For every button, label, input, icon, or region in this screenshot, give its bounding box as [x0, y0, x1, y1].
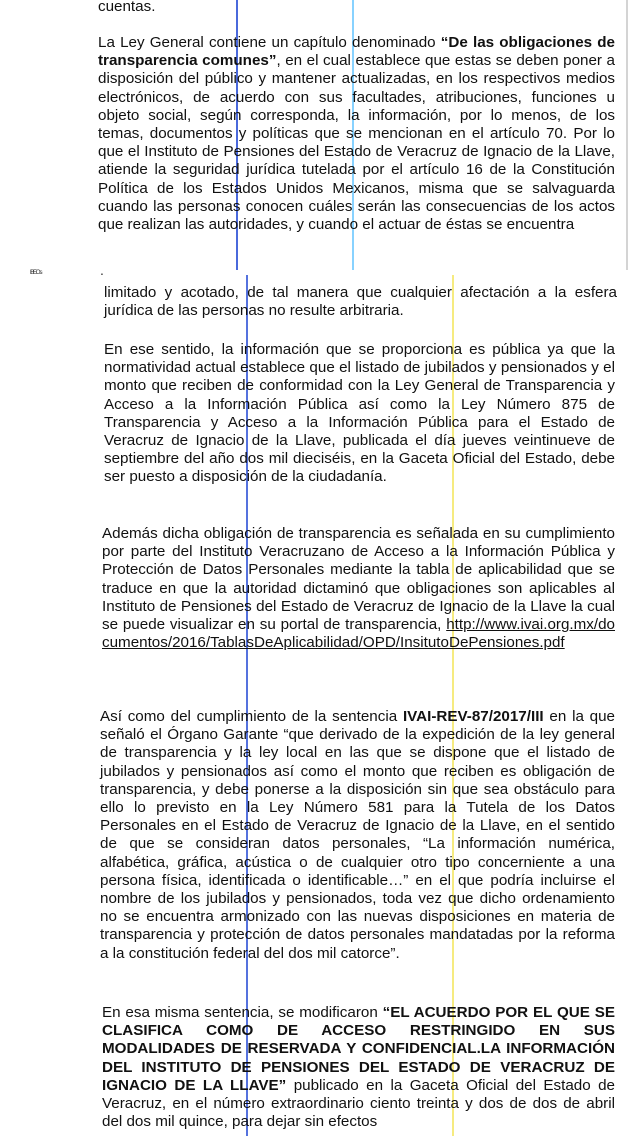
paragraph-ademas: [102, 525, 615, 652]
paragraph-text: Así como del cumplimiento de la sentencia: [100, 708, 403, 725]
transparency-link[interactable]: http://www.ivai.org.mx/documentos/2016/TablasDeAplicabilidad/OPD/InsitutoDePensiones.pdf: [102, 616, 615, 652]
bold-chapter-title: “De las obligaciones de transparencia comunes”: [98, 34, 615, 70]
paragraph-text: cuentas.: [98, 0, 156, 15]
paragraph-text: En ese sentido, la información que se proporciona es pública ya que la normatividad actual establece que el listado de jubilados y pensionados y el monto que reciben de conformidad con la Ley General de Transparencia y Acceso a la Información Pública así como la Ley Número 875 de Transparencia y Acceso a la Información Pública para el Estado de Veracruz de Ignacio de la Llave, publicada el día jueves veintinueve de septiembre del año dos mil dieciséis, en la Gaceta Oficial del Estado, debe ser puesto a disposición de la ciudadanía.: [104, 341, 615, 486]
paragraph-sentencia: [100, 708, 615, 963]
paragraph-text: en la que señaló el Órgano Garante “que derivado de la expedición de la ley general de transparencia y la ley local en las que se dispone que el listado de jubilados y pensionados así como el monto que reciben es obligación de transparencia, y debe ponerse a la disposición sin que sea obstáculo para ello lo previsto en la Ley Número 581 para la Tutela de los Datos Personales en el Estado de Veracruz de Ignacio de la Llave, en el sentido de que se consideran datos personales, “La información numérica, alfabética, gráfica, acústica o de cualquier otro tipo concerniente a una persona física, identificada o identificable…” en el que podría incluirse el nombre de los jubilados y pensionados, toda vez que dicho ordenamiento no se encuentra armonizado con las nuevas disposiciones en materia de transparencia y protección de datos personales mandatadas por la reforma a la constitución federal del dos mil catorce”.: [100, 708, 615, 962]
bold-agreement-title: “EL ACUERDO POR EL QUE SE CLASIFICA COMO DE ACCESO RESTRINGIDO EN SUS MODALIDADES DE RESERVADA Y CONFIDENCIAL.LA INFORMACIÓN DEL INSTITUTO DE PENSIONES DEL ESTADO DE VERACRUZ DE IGNACIO DE LA LLAVE”: [102, 1004, 615, 1094]
paragraph-fragment-top: [98, 0, 615, 16]
page-break-mark: ᴵᴮᴱᴼˢ: [30, 268, 42, 278]
paragraph-continuation: [104, 284, 617, 320]
scan-line-right: [626, 0, 628, 270]
bold-case-number: IVAI-REV-87/2017/III: [402, 708, 544, 725]
paragraph-acuerdo: [102, 1004, 615, 1131]
paragraph-text: publicado en la Gaceta Oficial del Estado de Veracruz, en el número extraordinario ciento treinta y dos de dos de abril del dos mil quince, para dejar sin efectos: [102, 1076, 615, 1131]
paragraph-text: limitado y acotado, de tal manera que cualquier afectación a la esfera jurídica de las personas no resulte arbitraria.: [104, 284, 617, 320]
paragraph-text: Además dicha obligación de transparencia es señalada en su cumplimiento por parte del Instituto Veracruzano de Acceso a la Información Pública y Protección de Datos Personales mediante la tabla de aplicabilidad que se traduce en que la autoridad dictaminó que obligaciones son aplicables al Instituto de Pensiones del Estado de Veracruz de Ignacio de la Llave la cual se puede visualizar en su portal de transparencia,: [102, 525, 615, 634]
paragraph-text: En esa misma sentencia, se modificaron: [102, 1004, 383, 1021]
paragraph-ley-general: [98, 34, 615, 234]
page-break-dot: .: [100, 262, 104, 278]
paragraph-text: , en el cual establece que estas se deben poner a disposición del público y mantener actualizadas, en los respectivos medios electrónicos, de acuerdo con sus facultades, atribuciones, funciones u objeto social, según corresponda, la información, por lo menos, de los temas, documentos y políticas que se mencionan en el artículo 70. Por lo que el Instituto de Pensiones del Estado de Veracruz de Ignacio de la Llave, atiende la seguridad jurídica tutelada por el artículo 16 de la Constitución Política de los Estados Unidos Mexicanos, misma que se salvaguarda cuando las personas conocen cuáles serán las consecuencias de los actos que realizan las autoridades, y cuando el actuar de éstas se encuentra: [98, 52, 615, 234]
paragraph-text: La Ley General contiene un capítulo denominado: [98, 34, 441, 51]
paragraph-ese-sentido: [104, 341, 615, 487]
